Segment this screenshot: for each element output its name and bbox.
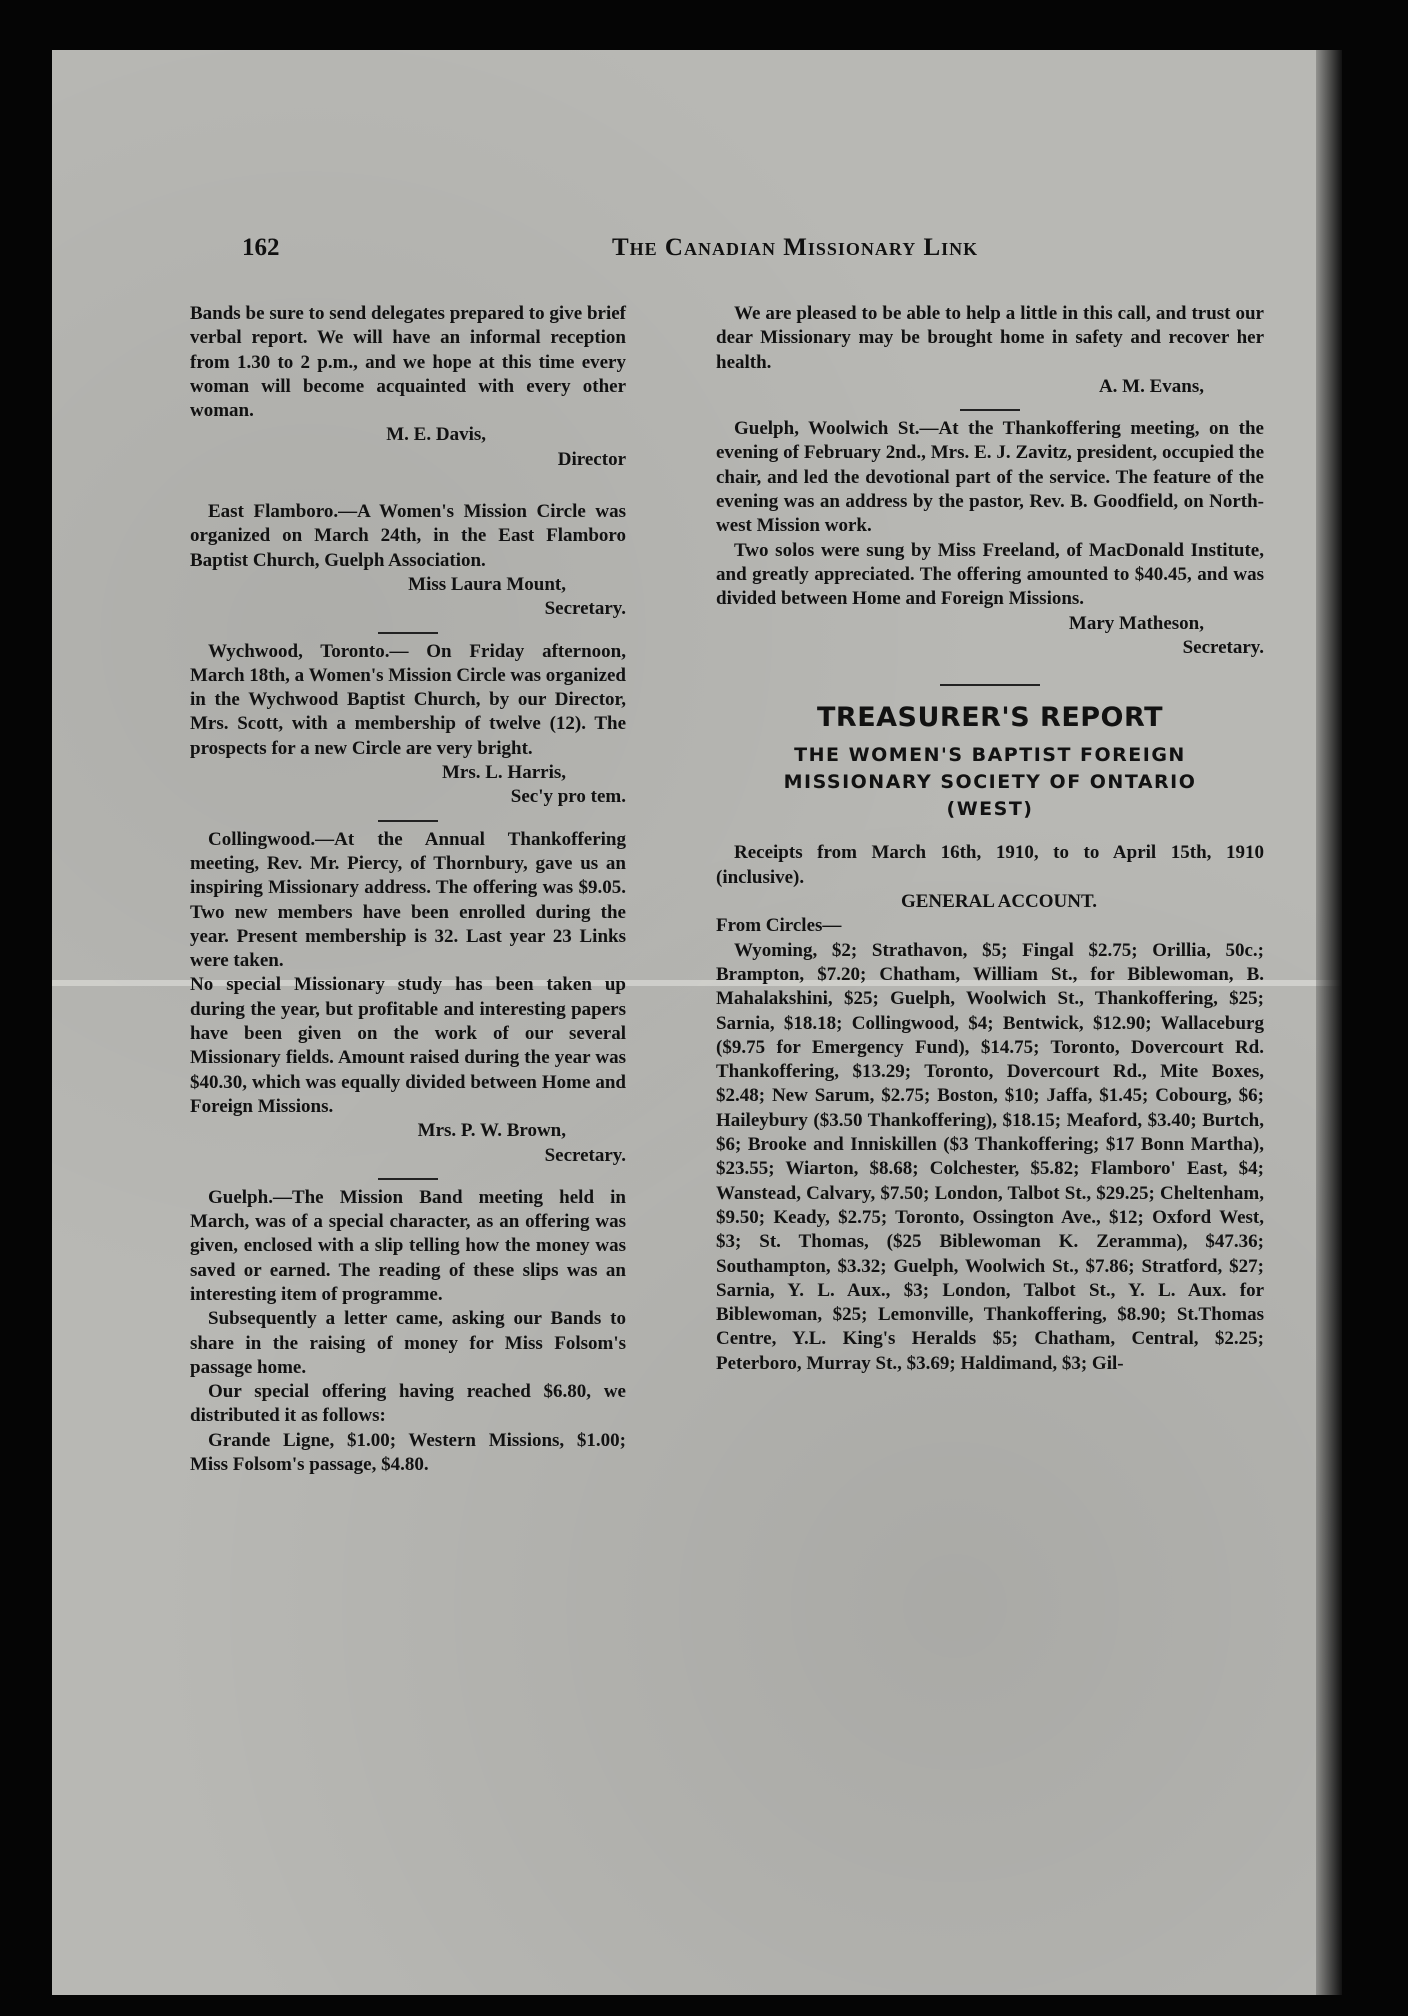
scanned-page (52, 50, 1342, 1995)
report-subtitle-line-1: THE WOMEN'S BAPTIST FOREIGN (794, 744, 1186, 767)
flamboro-paragraph: East Flamboro.—A Women's Mission Circle was organized on March 24th, in the East Flamboro Baptist Church, Guelph Association. (190, 501, 626, 571)
circles-list: Wyoming, $2; Strathavon, $5; Fingal $2.75; Orillia, 50c.; Brampton, $7.20; Chatham, William St., for Biblewoman, B. Mahalakshini, $25; Guelph, Woolwich St., Thankoffering, $25; Sarnia, $18.18; Collingwood, $4; Bentwick, $12.90; Wallaceburg ($9.75 for Emergency Fund), $14.75; Toronto, Dovercourt Rd. Thankoffering, $13.29; Toronto, Dovercourt Rd., Mite Boxes, $2.48; New Sarum, $2.75; Boston, $10; Jaffa, $1.45; Cobourg, $6; Haileybury ($3.50 Thankoffering), $18.15; Meaford, $3.40; Burtch, $6; Brooke and Inniskillen ($3 Thankoffering; $17 Bonn Martha), $23.55; Wiarton, $8.68; Colchester, $5.82; Flamboro' East, $4; Wanstead, Calvary, $7.50; London, Talbot St., $29.25; Cheltenham, $9.50; Keady, $2.75; Toronto, Ossington Ave., $12; Oxford West, $3; St. Thomas, ($25 Biblewoman K. Zeramma), $47.36; Southampton, $3.32; Guelph, Woolwich St., $7.86; Stratford, $27; Sarnia, Y. L. Aux., $3; London, Talbot St., Y. L. Aux. for Biblewoman, $25; Lemonville, Thankoffering, $8.90; St.Thomas Centre, Y.L. King's Heralds $5; Chatham, Central, $2.25; Peterboro, Murray St., $3.69; Haldimand, $3; Gil- (716, 939, 1264, 1374)
general-account-heading: GENERAL ACCOUNT. (900, 891, 1097, 913)
flamboro-signature-role: Secretary. (544, 598, 626, 620)
spacer (190, 472, 626, 500)
flamboro-signature-name: Miss Laura Mount, (408, 573, 566, 595)
divider-rule (378, 632, 438, 634)
bands-signature-role: Director (557, 448, 626, 470)
collingwood-paragraph-2: No special Missionary study has been taken up during the year, but profitable and interesting papers have been given on the work of our several Missionary fields. Amount raised during the year was $40.30, which was equally divided between Home and Foreign Missions. (190, 974, 626, 1117)
page-edge-shadow (1316, 50, 1342, 1995)
divider-rule (378, 820, 438, 822)
bands-signature-name: M. E. Davis, (386, 424, 486, 446)
page-number: 162 (242, 234, 280, 261)
woolwich-paragraph-2: Two solos were sung by Miss Freeland, of MacDonald Institute, and greatly appreciated. The offering amounted to $40.45, and was divided between Home and Foreign Missions. (716, 539, 1264, 610)
page-header (192, 234, 1292, 270)
wychwood-paragraph: Wychwood, Toronto.— On Friday afternoon, March 18th, a Women's Mission Circle was organized in the Wychwood Baptist Church, by our Director, Mrs. Scott, with a membership of twelve (12). The prospects for a new Circle are very bright. (190, 640, 626, 759)
collingwood-signature-role: Secretary. (544, 1144, 626, 1166)
running-title: The Canadian Missionary Link (612, 234, 979, 261)
divider-rule (960, 409, 1020, 411)
left-column (190, 302, 626, 1477)
wychwood-signature-name: Mrs. L. Harris, (441, 762, 566, 784)
evans-paragraph: We are pleased to be able to help a little in this call, and trust our dear Missionary may be brought home in safety and recover her health. (716, 303, 1264, 373)
report-subtitle (716, 742, 1264, 823)
right-column (716, 302, 1264, 1376)
report-title: TREASURER'S REPORT (816, 702, 1164, 734)
guelph-paragraph-3: Our special offering having reached $6.80, we distributed it as follows: (190, 1381, 626, 1427)
guelph-paragraph-2: Subsequently a letter came, asking our Bands to share in the raising of money for Miss Folsom's passage home. (190, 1308, 626, 1378)
from-circles-label: From Circles— (716, 915, 842, 937)
woolwich-signature-name: Mary Matheson, (1068, 612, 1204, 634)
guelph-paragraph: Guelph.—The Mission Band meeting held in March, was of a special character, as an offering was given, enclosed with a slip telling how the money was saved or earned. The reading of these slips was an interesting item of programme. (190, 1186, 626, 1305)
wychwood-signature-role: Sec'y pro tem. (510, 786, 626, 808)
divider-rule (940, 684, 1040, 686)
receipts-paragraph: Receipts from March 16th, 1910, to to April 15th, 1910 (inclusive). (716, 842, 1264, 888)
evans-signature: A. M. Evans, (1098, 375, 1204, 397)
collingwood-paragraph: Collingwood.—At the Annual Thankoffering meeting, Rev. Mr. Piercy, of Thornbury, gave us an inspiring Missionary address. The offering was $9.05. Two new members have been enrolled during the year. Present membership is 32. Last year 23 Links were taken. (190, 828, 626, 972)
report-subtitle-line-3: (WEST) (946, 798, 1034, 821)
collingwood-signature-name: Mrs. P. W. Brown, (417, 1120, 566, 1142)
divider-rule (378, 1178, 438, 1180)
woolwich-signature-role: Secretary. (1182, 636, 1264, 658)
bands-paragraph: Bands be sure to send delegates prepared to give brief verbal report. We will have an informal reception from 1.30 to 2 p.m., and we hope at this time every woman will become acquainted with every other woman. (190, 303, 626, 422)
report-subtitle-line-2: MISSIONARY SOCIETY OF ONTARIO (783, 771, 1197, 794)
guelph-paragraph-4: Grande Ligne, $1.00; Western Missions, $1.00; Miss Folsom's passage, $4.80. (190, 1429, 626, 1476)
woolwich-paragraph: Guelph, Woolwich St.—At the Thankoffering meeting, on the evening of February 2nd., Mrs. E. J. Zavitz, president, occupied the chair, and led the devotional part of the service. The feature of the evening was an address by the pastor, Rev. B. Goodfield, on North-west Mission work. (716, 418, 1264, 537)
